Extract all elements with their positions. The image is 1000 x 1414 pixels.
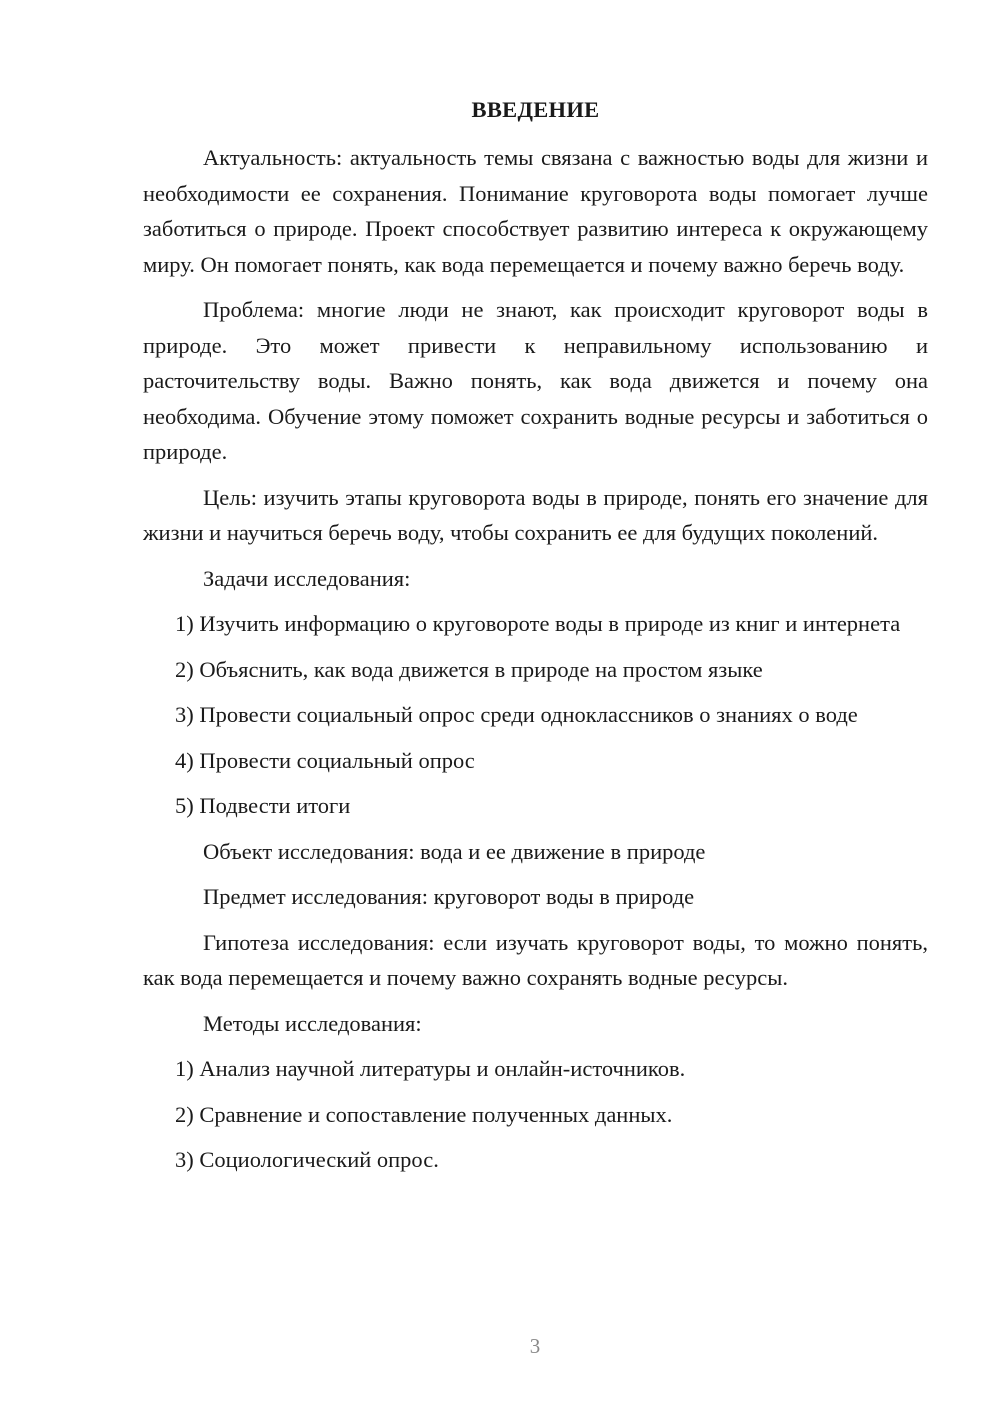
method-item: 3) Социологический опрос. (175, 1147, 439, 1172)
method-item: 1) Анализ научной литературы и онлайн-источников. (175, 1056, 686, 1081)
subject-paragraph: Предмет исследования: круговорот воды в природе (203, 884, 695, 909)
task-item: 2) Объяснить, как вода движется в природе на простом языке (175, 656, 763, 682)
goal-paragraph: Цель: изучить этапы круговорота воды в природе, понять его значение для жизни и научиться беречь воду, чтобы сохранить ее для будущих поколений. (143, 484, 928, 545)
methods-heading: Методы исследования: (203, 1010, 422, 1036)
problem-paragraph: Проблема: многие люди не знают, как происходит круговорот воды в природе. Это может привести к неправильному использованию и расточительству воды. Важно понять, как вода движется и почему она необходима. Обучение этому поможет сохранить водные ресурсы и заботиться о природе. (143, 297, 928, 464)
page-number: 3 (529, 1334, 541, 1358)
page-title: ВВЕДЕНИЕ (471, 97, 600, 122)
relevance-paragraph: Актуальность: актуальность темы связана с важностью воды для жизни и необходимости ее сохранения. Понимание круговорота воды помогает лучше заботиться о природе. Проект способствует развитию интереса к окружающему миру. Он помогает понять, как вода перемещается и почему важно беречь воду. (143, 145, 928, 277)
tasks-heading: Задачи исследования: (203, 565, 411, 591)
task-item: 3) Провести социальный опрос среди одноклассников о знаниях о воде (175, 702, 858, 727)
task-item: 1) Изучить информацию о круговороте воды в природе из книг и интернета (175, 611, 901, 636)
task-item: 4) Провести социальный опрос (175, 747, 475, 773)
page-content (143, 90, 928, 1188)
hypothesis-paragraph: Гипотеза исследования: если изучать круговорот воды, то можно понять, как вода перемещается и почему важно сохранять водные ресурсы. (143, 929, 928, 990)
object-paragraph: Объект исследования: вода и ее движение в природе (203, 838, 706, 864)
method-item: 2) Сравнение и сопоставление полученных данных. (175, 1101, 673, 1127)
task-item: 5) Подвести итоги (175, 793, 351, 818)
